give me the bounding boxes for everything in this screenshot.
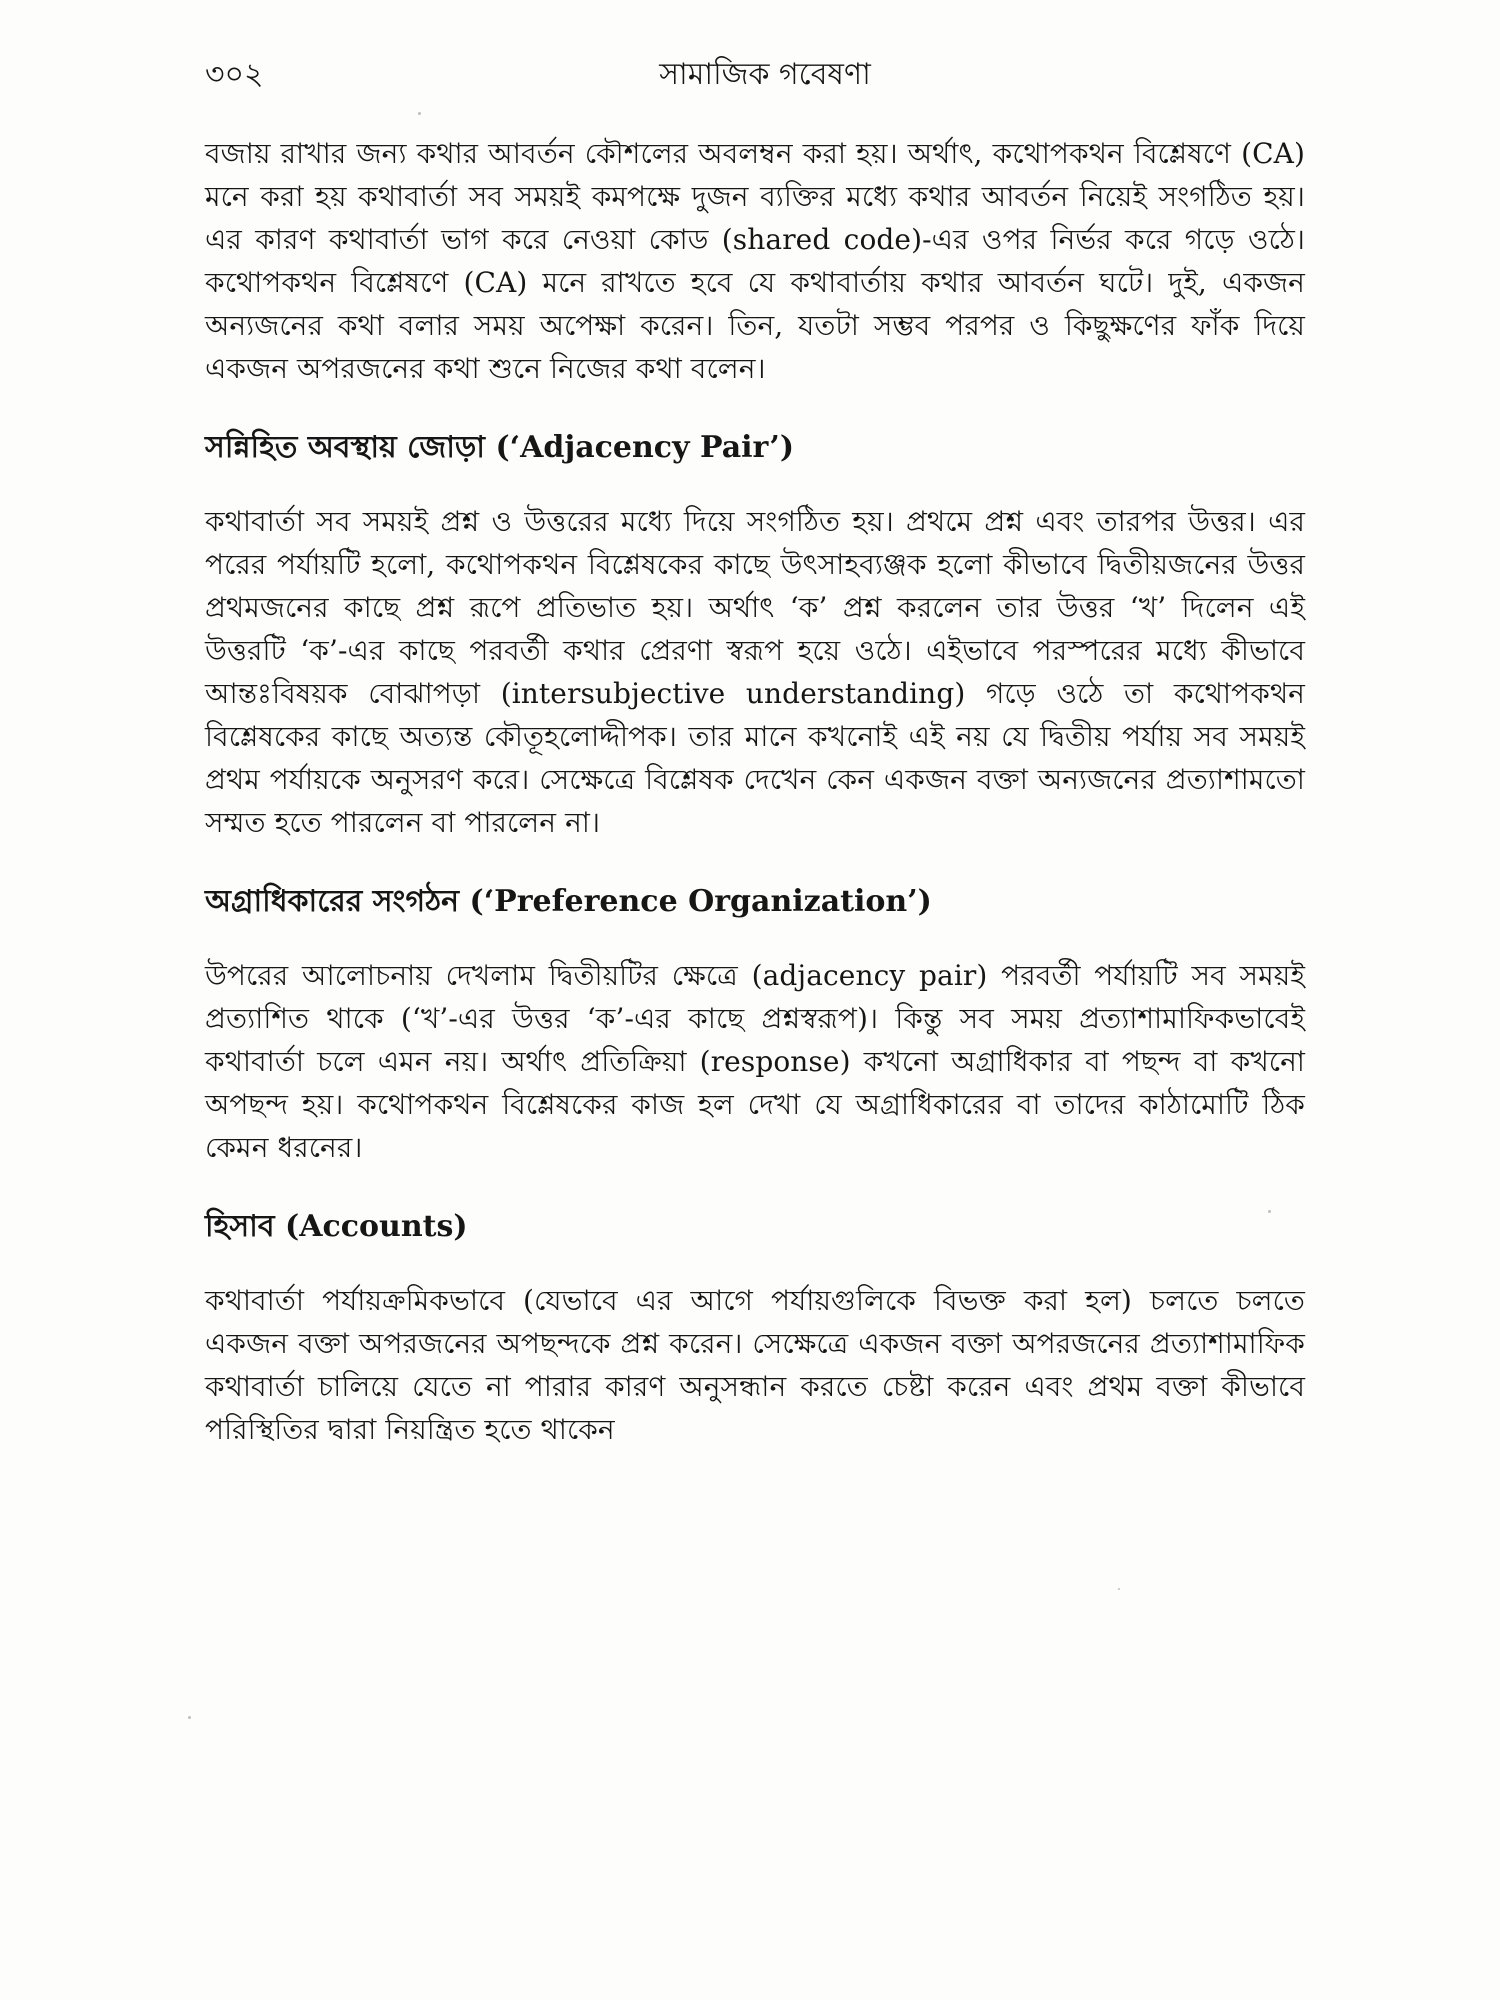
paragraph-adjacency-pair: কথাবার্তা সব সময়ই প্রশ্ন ও উত্তরের মধ্যে দিয়ে সংগঠিত হয়। প্রথমে প্রশ্ন এবং তারপর উত্তর। এর পরের পর্যায়টি হলো, কথোপকথন বিশ্লেষকের কাছে উৎসাহব্যঞ্জক হলো কীভাবে দ্বিতীয়জনের উত্তর প্রথমজনের কাছে প্রশ্ন রূপে প্রতিভাত হয়। অর্থাৎ ‘ক’ প্রশ্ন করলেন তার উত্তর ‘খ’ দিলেন এই উত্তরটি ‘ক’-এর কাছে পরবর্তী কথার প্রেরণা স্বরূপ হয়ে ওঠে। এইভাবে পরস্পরের মধ্যে কীভাবে আন্তঃবিষয়ক বোঝাপড়া (intersubjective understanding) গড়ে ওঠে তা কথোপকথন বিশ্লেষকের কাছে অত্যন্ত কৌতূহলোদ্দীপক। তার মানে কখনোই এই নয় যে দ্বিতীয় পর্যায় সব সময়ই প্রথম পর্যায়কে অনুসরণ করে। সেক্ষেত্রে বিশ্লেষক দেখেন কেন একজন বক্তা অন্যজনের প্রত্যাশামতো সম্মত হতে পারলেন বা পারলেন না। [205,505,1305,839]
print-speck [1118,1588,1120,1590]
running-title: সামাজিক গবেষণা [659,57,871,92]
heading-accounts: হিসাব (Accounts) [205,1209,468,1244]
page-header [205,52,1325,98]
page-number: ৩০২ [205,57,264,92]
paragraph-turn-taking: বজায় রাখার জন্য কথার আবর্তন কৌশলের অবলম্বন করা হয়। অর্থাৎ, কথোপকথন বিশ্লেষণে (CA) মনে করা হয় কথাবার্তা সব সময়ই কমপক্ষে দুজন ব্যক্তির মধ্যে কথার আবর্তন নিয়েই সংগঠিত হয়। এর কারণ কথাবার্তা ভাগ করে নেওয়া কোড (shared code)-এর ওপর নির্ভর করে গড়ে ওঠে। কথোপকথন বিশ্লেষণে (CA) মনে রাখতে হবে যে কথাবার্তায় কথার আবর্তন ঘটে। দুই, একজন অন্যজনের কথা বলার সময় অপেক্ষা করেন। তিন, যতটা সম্ভব পরপর ও কিছুক্ষণের ফাঁক দিয়ে একজন অপরজনের কথা শুনে নিজের কথা বলেন। [205,137,1305,385]
heading-preference-organization: অগ্রাধিকারের সংগঠন (‘Preference Organization’) [205,884,932,919]
print-speck [1268,1210,1271,1213]
print-speck [418,112,421,115]
heading-adjacency-pair: সন্নিহিত অবস্থায় জোড়া (‘Adjacency Pair’) [205,430,795,465]
page-body [205,132,1305,1451]
paragraph-preference-organization: উপরের আলোচনায় দেখলাম দ্বিতীয়টির ক্ষেত্রে (adjacency pair) পরবর্তী পর্যায়টি সব সময়ই প্রত্যাশিত থাকে (‘খ’-এর উত্তর ‘ক’-এর কাছে প্রশ্নস্বরূপ)। কিন্তু সব সময় প্রত্যাশামাফিকভাবেই কথাবার্তা চলে এমন নয়। অর্থাৎ প্রতিক্রিয়া (response) কখনো অগ্রাধিকার বা পছন্দ বা কখনো অপছন্দ হয়। কথোপকথন বিশ্লেষকের কাজ হল দেখা যে অগ্রাধিকারের বা তাদের কাঠামোটি ঠিক কেমন ধরনের। [205,959,1305,1164]
paragraph-accounts: কথাবার্তা পর্যায়ক্রমিকভাবে (যেভাবে এর আগে পর্যায়গুলিকে বিভক্ত করা হল) চলতে চলতে একজন বক্তা অপরজনের অপছন্দকে প্রশ্ন করেন। সেক্ষেত্রে একজন বক্তা অপরজনের প্রত্যাশামাফিক কথাবার্তা চালিয়ে যেতে না পারার কারণ অনুসন্ধান করতে চেষ্টা করেন এবং প্রথম বক্তা কীভাবে পরিস্থিতির দ্বারা নিয়ন্ত্রিত হতে থাকেন [205,1284,1305,1446]
print-speck [188,1716,191,1719]
